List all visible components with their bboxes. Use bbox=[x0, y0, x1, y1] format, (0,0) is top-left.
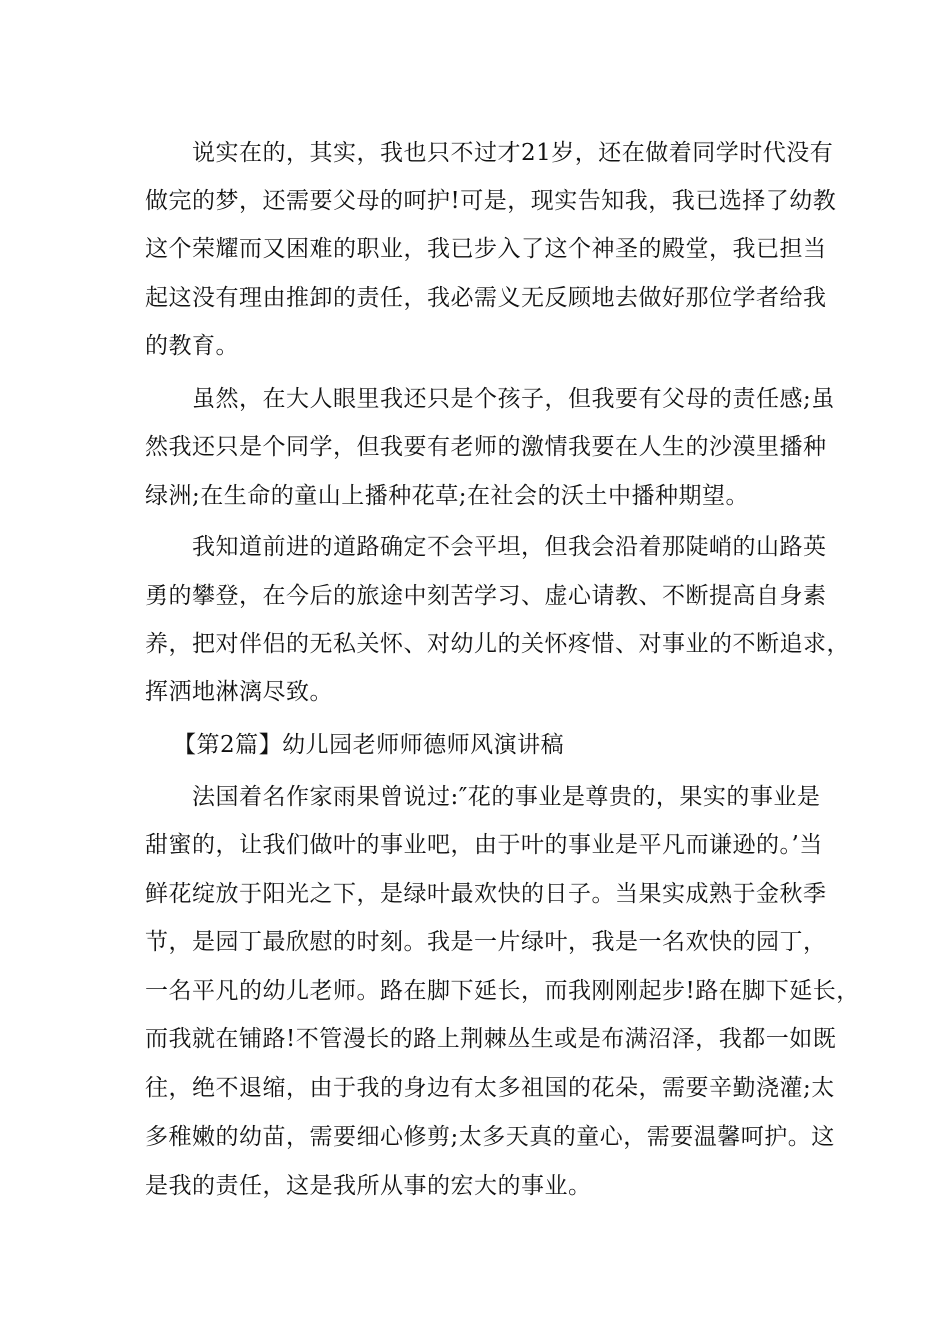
paragraph-4-line-2: 甜蜜的，让我们做叶的事业吧，由于叶的事业是平凡而谦逊的。’当 bbox=[145, 832, 823, 858]
paragraph-2-line-2: 然我还只是个同学，但我要有老师的激情我要在人生的沙漠里播种 bbox=[145, 434, 827, 460]
paragraph-2-line-3: 绿洲;在生命的童山上播种花草;在社会的沃土中播种期望。 bbox=[145, 483, 749, 509]
paragraph-3-line-1: 我知道前进的道路确定不会平坦，但我会沿着那陡峭的山路英 bbox=[192, 534, 827, 560]
paragraph-4-line-5: 一名平凡的幼儿老师。路在脚下延长，而我刚刚起步!路在脚下延长， bbox=[145, 978, 860, 1004]
paragraph-4-line-9: 是我的责任，这是我所从事的宏大的事业。 bbox=[145, 1173, 592, 1199]
paragraph-1-line-3: 这个荣耀而又困难的职业，我已步入了这个神圣的殿堂，我已担当 bbox=[145, 236, 827, 262]
paragraph-1-line-4: 起这没有理由推卸的责任，我必需义无反顾地去做好那位学者给我 bbox=[145, 285, 827, 311]
paragraph-1-line-5: 的教育。 bbox=[145, 333, 239, 359]
paragraph-4-line-8: 多稚嫩的幼苗，需要细心修剪;太多天真的童心，需要温馨呵护。这 bbox=[145, 1124, 835, 1150]
paragraph-4-line-1: 法国着名作家雨果曾说过:″花的事业是尊贵的，果实的事业是 bbox=[192, 784, 821, 810]
paragraph-3-line-4: 挥洒地淋漓尽致。 bbox=[145, 679, 333, 705]
paragraph-1-line-1: 说实在的，其实，我也只不过才21岁，还在做着同学时代没有 bbox=[192, 140, 834, 166]
paragraph-4-line-4: 节，是园丁最欣慰的时刻。我是一片绿叶，我是一名欢快的园丁， bbox=[145, 929, 827, 955]
paragraph-3-line-2: 勇的攀登，在今后的旅途中刻苦学习、虚心请教、不断提高自身素 bbox=[145, 583, 827, 609]
paragraph-3-line-3: 养，把对伴侣的无私关怀、对幼儿的关怀疼惜、对事业的不断追求， bbox=[145, 631, 850, 657]
paragraph-4-line-6: 而我就在铺路!不管漫长的路上荆棘丛生或是布满沼泽，我都一如既 bbox=[145, 1026, 837, 1052]
section-heading: 【第2篇】幼儿园老师师德师风演讲稿 bbox=[173, 732, 565, 758]
paragraph-2-line-1: 虽然，在大人眼里我还只是个孩子，但我要有父母的责任感;虽 bbox=[192, 386, 835, 412]
paragraph-1-line-2: 做完的梦，还需要父母的呵护!可是，现实告知我，我已选择了幼教 bbox=[145, 188, 837, 214]
paragraph-4-line-7: 往，绝不退缩，由于我的身边有太多祖国的花朵，需要辛勤浇灌;太 bbox=[145, 1075, 835, 1101]
paragraph-4-line-3: 鲜花绽放于阳光之下，是绿叶最欢快的日子。当果实成熟于金秋季 bbox=[145, 881, 827, 907]
